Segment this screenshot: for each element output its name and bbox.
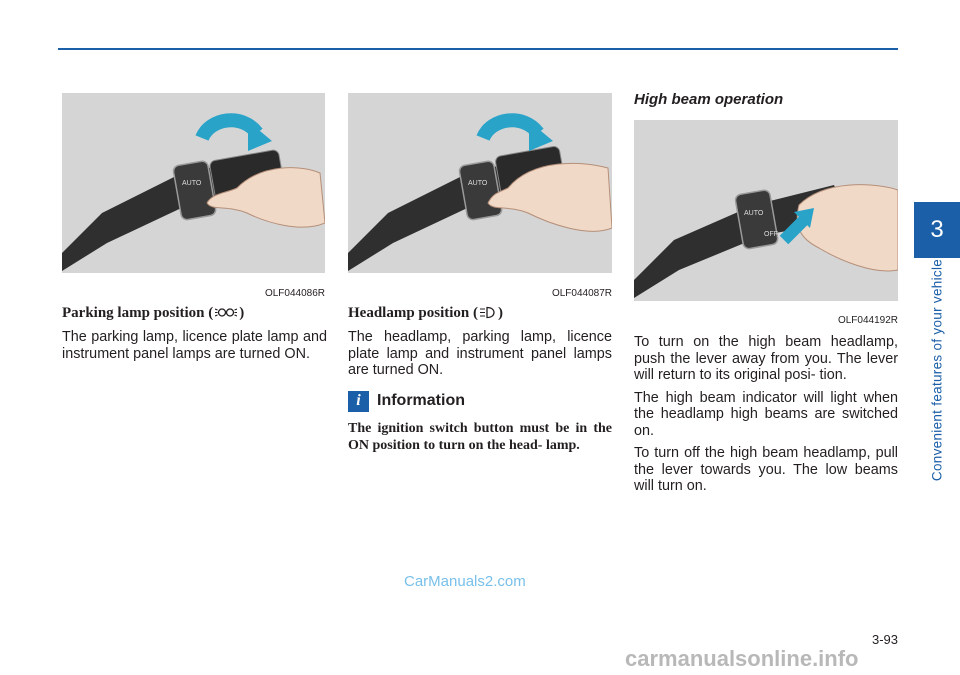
heading-text: Parking lamp position ( [62,305,214,321]
right-column [634,334,898,501]
parking-lamp-heading [62,305,327,324]
watermark-carmanuals2: CarManuals2.com [404,573,526,590]
svg-text:OFF: OFF [764,231,778,238]
watermark-carmanualsonline: carmanualsonline.info [625,646,859,671]
parking-lamp-body: The parking lamp, licence plate lamp and instrument panel lamps are turned ON. [62,329,327,362]
svg-text:AUTO: AUTO [468,180,488,187]
heading-close: ) [498,305,504,321]
high-beam-paragraph-3: To turn off the high beam headlamp, pull the lever towards you. The low beams will turn on. [634,445,898,494]
heading-text: Headlamp position ( [348,305,479,321]
headlamp-body: The headlamp, parking lamp, licence plate lamp and instrument panel lamps are turned ON. [348,329,612,378]
parking-lamp-symbol-icon [215,306,237,324]
figure-high-beam [634,120,898,301]
high-beam-heading: High beam operation [634,91,784,108]
information-box-header [348,391,612,412]
chapter-title: Convenient features of your vehicle [929,258,945,482]
page-number: 3-93 [871,632,898,647]
figure-headlamp [348,93,612,273]
left-column [62,305,327,368]
figure-code-3: OLF044192R [837,315,898,326]
figure-code-2: OLF044087R [551,288,612,299]
high-beam-paragraph-1: To turn on the high beam headlamp, push the lever away from you. The lever will return to its original posi- tion. [634,334,898,383]
high-beam-paragraph-2: The high beam indicator will light when the headlamp high beams are switched on. [634,389,898,439]
information-title: Information [377,392,465,409]
figure-parking-lamp [62,93,325,273]
header-rule [58,48,898,50]
figure-code-1: OLF044086R [264,288,325,299]
right-column-heading [634,91,898,108]
chapter-tab [914,202,960,258]
headlamp-heading [348,305,612,324]
information-text: The ignition switch button must be in the ON position to turn on the head- lamp. [348,420,612,453]
svg-text:AUTO: AUTO [182,180,202,187]
information-i-icon: i [348,391,369,412]
chapter-number: 3 [930,216,944,243]
heading-close: ) [239,305,245,321]
svg-text:AUTO: AUTO [744,210,764,217]
headlamp-symbol-icon [480,306,496,324]
middle-column [348,305,612,454]
